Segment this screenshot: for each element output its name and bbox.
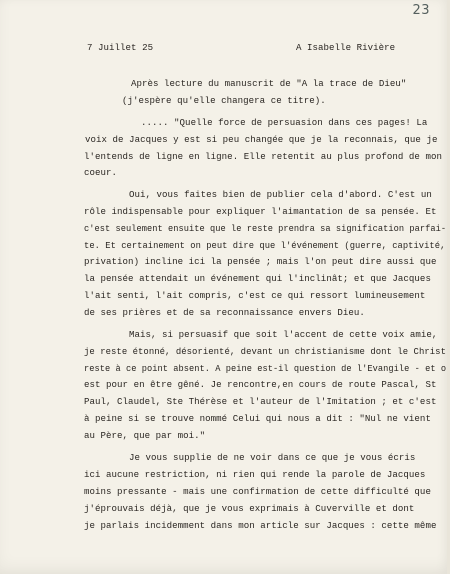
text-line: Après lecture du manuscrit de "A la trace de Dieu" [131,78,407,89]
text-line: privation) incline ici la pensée ; mais l'on peut dire aussi que [84,256,437,267]
text-line: ..... "Quelle force de persuasion dans ces pages! La [141,117,428,128]
text-line: ici aucune restriction, ni rien qui rende la parole de Jacques [84,469,426,480]
text-line: Paul, Claudel, Ste Thérèse et l'auteur de l'Imitation ; et c'est [84,396,437,407]
text-line: te. Et certainement on peut dire que l'événement (guerre, captivité, [84,240,446,251]
text-line: à peine si se trouve nommé Celui qui nous a dit : "Nul ne vient [84,413,431,424]
text-line: Je vous supplie de ne voir dans ce que je vous écris [129,452,416,463]
folio-number: 23 [412,3,430,18]
text-line: voix de Jacques y est si peu changée que je la reconnais, que je [85,134,438,145]
text-line: moins pressante - mais une confirmation de cette difficulté que [84,486,431,497]
text-line: rôle indispensable pour expliquer l'aimantation de sa pensée. Et [84,206,437,217]
text-line: c'est seulement ensuite que le reste prendra sa signification parfai- [84,223,447,234]
text-line: Oui, vous faites bien de publier cela d'abord. C'est un [129,189,432,200]
text-line: est pour en être gêné. Je rencontre,en cours de route Pascal, St [84,379,437,390]
text-line: de ses prières et de sa reconnaissance envers Dieu. [84,307,365,318]
text-line: au Père, que par moi." [84,430,206,441]
text-line: coeur. [84,167,118,178]
text-line: l'ait senti, l'ait compris, c'est ce qui ressort lumineusement [84,290,426,301]
text-line: reste à ce point absent. A peine est-il question de l'Evangile - et o [84,363,447,374]
text-line: (j'espère qu'elle changera ce titre). [122,95,326,106]
text-line: je reste étonné, désorienté, devant un christianisme dont le Christ [84,346,446,357]
letter-addressee: A Isabelle Rivière [296,42,396,53]
text-line: j'éprouvais déjà, que je vous exprimais à Cuverville et dont [84,503,415,514]
text-line: Mais, si persuasif que soit l'accent de cette voix amie, [129,329,438,340]
letter-date: 7 Juillet 25 [87,42,154,53]
text-line: l'entends de ligne en ligne. Elle retentit au plus profond de mon [84,151,442,162]
text-line: la pensée attendait un événement qui l'inclinât; et que Jacques [84,273,431,284]
text-line: je parlais incidemment dans mon article sur Jacques : cette même [84,520,437,531]
